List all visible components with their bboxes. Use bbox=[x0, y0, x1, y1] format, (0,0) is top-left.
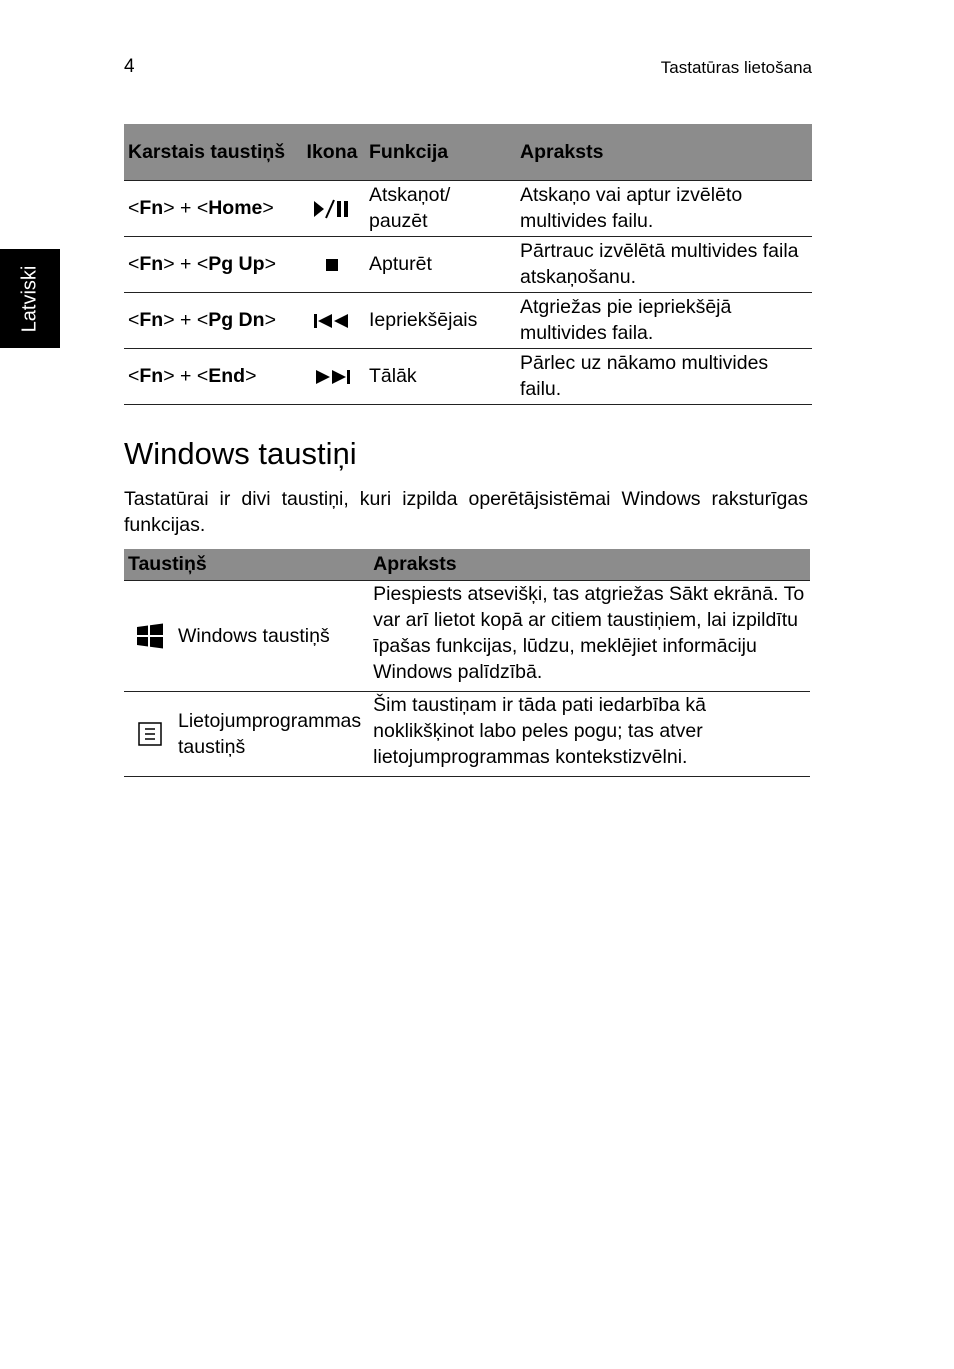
previous-track-icon bbox=[313, 312, 351, 330]
side-tab-label: Latviski bbox=[18, 265, 41, 332]
table-row bbox=[124, 292, 812, 348]
icon-cell bbox=[299, 236, 365, 292]
function-cell: Iepriekšējais bbox=[369, 309, 478, 331]
hotkey-table-header bbox=[124, 124, 812, 180]
hotkey-cell: <Fn> + <Pg Up> bbox=[128, 253, 276, 275]
key-name-cell: Windows taustiņš bbox=[178, 624, 330, 647]
table-row bbox=[124, 180, 812, 236]
next-track-icon bbox=[313, 368, 351, 386]
description-cell: Piespiests atsevišķi, tas atgriežas Sākt ekrānā. To var arī lietot kopā ar citiem taustiņiem, lai izpildītu īpašas funkcijas, lūdzu, meklējiet informāciju Windows palīdzībā. bbox=[373, 582, 805, 683]
description-cell: Pārlec uz nākamo multivides failu. bbox=[520, 352, 769, 400]
hotkey-table bbox=[124, 124, 812, 405]
header-key: Taustiņš bbox=[124, 549, 365, 580]
page-number: 4 bbox=[124, 56, 135, 77]
icon-cell bbox=[124, 691, 174, 776]
play-pause-icon bbox=[313, 198, 351, 220]
section-title: Windows taustiņi bbox=[124, 436, 357, 471]
key-name-cell: Lietojumprogrammas taustiņš bbox=[178, 709, 362, 758]
icon-cell bbox=[299, 292, 365, 348]
icon-cell bbox=[299, 180, 365, 236]
description-cell: Atskaņo vai aptur izvēlēto multivides failu. bbox=[520, 184, 743, 232]
function-cell: Atskaņot/ pauzēt bbox=[369, 184, 451, 232]
table-row bbox=[124, 236, 812, 292]
icon-cell bbox=[299, 348, 365, 404]
icon-cell bbox=[124, 580, 174, 691]
function-cell: Apturēt bbox=[369, 253, 432, 275]
windows-keys-table bbox=[124, 549, 810, 777]
header-description: Apraksts bbox=[365, 549, 810, 580]
function-cell: Tālāk bbox=[369, 365, 417, 387]
hotkey-cell: <Fn> + <Pg Dn> bbox=[128, 309, 276, 331]
windows-keys-table-header bbox=[124, 549, 810, 580]
table-row bbox=[124, 691, 810, 776]
windows-logo-icon bbox=[136, 622, 164, 650]
header-icon: Ikona bbox=[299, 124, 365, 180]
header-hotkey: Karstais taustiņš bbox=[124, 124, 299, 180]
header-function: Funkcija bbox=[365, 124, 516, 180]
hotkey-cell: <Fn> + <Home> bbox=[128, 197, 274, 219]
description-cell: Šim taustiņam ir tāda pati iedarbība kā noklikšķinot labo peles pogu; tas atver lietojumprogrammas kontekstizvēlni. bbox=[373, 693, 706, 768]
description-cell: Atgriežas pie iepriekšējā multivides faila. bbox=[520, 296, 732, 344]
intro-paragraph: Tastatūrai ir divi taustiņi, kuri izpilda operētājsistēmai Windows raksturīgas funkcijas. bbox=[124, 488, 808, 536]
header-description: Apraksts bbox=[516, 124, 812, 180]
table-row bbox=[124, 348, 812, 404]
stop-icon bbox=[324, 257, 340, 273]
running-header: Tastatūras lietošana bbox=[660, 58, 812, 77]
language-side-tab bbox=[0, 249, 60, 348]
table-row bbox=[124, 580, 810, 691]
description-cell: Pārtrauc izvēlētā multivides faila atskaņošanu. bbox=[520, 240, 799, 288]
hotkey-cell: <Fn> + <End> bbox=[128, 365, 257, 387]
context-menu-icon bbox=[137, 721, 163, 747]
